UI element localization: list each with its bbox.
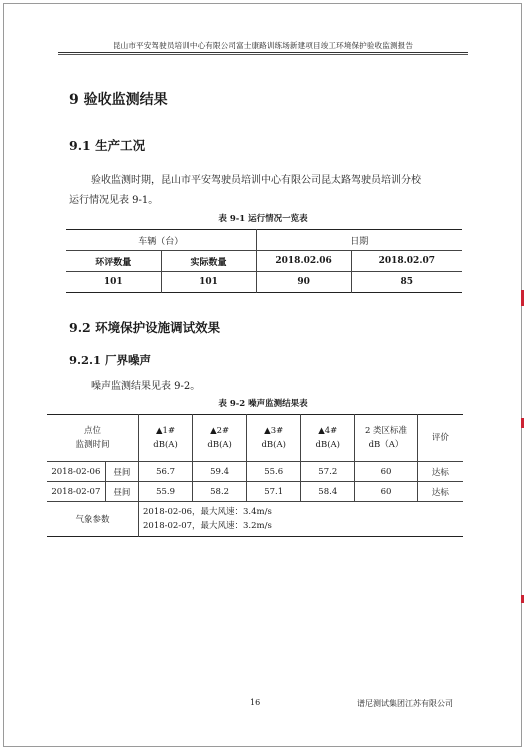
col-actual-count: 实际数量 [161,251,256,272]
table-caption-9-2: 表 9-2 噪声监测结果表 [218,399,308,409]
point-3-name: ▲3# [264,426,284,436]
row-period: 昼间 [105,462,138,482]
standard-header [355,415,417,462]
point-2-unit: dB(A) [207,440,232,450]
table-row-weather [47,502,463,537]
row-standard: 60 [355,482,417,502]
standard-unit: dB（A） [368,440,404,450]
subsection-heading-9-1: 9.1 生产工况 [69,138,146,153]
row-eval: 达标 [417,462,463,482]
point-1-unit: dB(A) [153,440,178,450]
weather-label: 气象参数 [47,502,139,537]
row-eval: 达标 [417,482,463,502]
table-row [66,272,462,293]
standard-name: 2 类区标准 [364,426,408,436]
group-vehicles-header: 车辆（台） [66,230,256,251]
edge-mark [521,290,524,306]
eval-header: 评价 [417,415,463,462]
cell-date-1: 90 [256,272,351,293]
row-value-4: 58.4 [301,482,355,502]
paragraph-line-2: 运行情况见表 9-1。 [69,195,159,206]
col-date-1: 2018.02.06 [256,251,351,272]
subsection-heading-9-2: 9.2 环境保护设施调试效果 [69,320,221,335]
row-value-2: 58.2 [193,482,247,502]
row-value-3: 55.6 [247,462,301,482]
cell-eval: 101 [66,272,161,293]
noise-table [47,414,463,537]
subsection-heading-9-2-1: 9.2.1 厂界噪声 [69,353,152,367]
table-caption-9-1: 表 9-1 运行情况一览表 [218,214,308,224]
point-4-unit: dB(A) [315,440,340,450]
point-2-header [193,415,247,462]
page-number: 16 [250,698,261,707]
paragraph-line-1: 验收监测时期，昆山市平安驾驶员培训中心有限公司昆太路驾驶员培训分校 [91,175,421,186]
running-header: 昆山市平安驾驶员培训中心有限公司富士康路训练场新建项目竣工环境保护验收监测报告 [112,41,414,50]
paragraph-noise: 噪声监测结果见表 9-2。 [91,381,201,392]
point-1-name: ▲1# [156,426,176,436]
row-value-1: 55.9 [139,482,193,502]
point-2-name: ▲2# [210,426,230,436]
point-4-name: ▲4# [318,426,338,436]
section-heading: 9 验收监测结果 [69,92,168,108]
page-frame [3,3,522,747]
point-3-unit: dB(A) [261,440,286,450]
point-4-header [301,415,355,462]
row-value-3: 57.1 [247,482,301,502]
group-date-header: 日期 [256,230,462,251]
edge-mark [521,418,524,428]
corner-point-label: 点位 [83,426,101,436]
footer-organization: 谱尼测试集团江苏有限公司 [357,699,453,708]
row-date: 2018-02-06 [47,462,105,482]
header-rule-thin [58,54,468,55]
point-1-header [139,415,193,462]
col-eval-count: 环评数量 [66,251,161,272]
operation-table [66,229,462,293]
cell-date-2: 85 [351,272,462,293]
header-rule [58,52,468,53]
row-value-1: 56.7 [139,462,193,482]
table-row [47,482,463,502]
weather-line-1: 2018-02-06，最大风速：3.4m/s [143,507,272,517]
row-date: 2018-02-07 [47,482,105,502]
weather-line-2: 2018-02-07，最大风速：3.2m/s [143,521,272,531]
row-period: 昼间 [105,482,138,502]
cell-actual: 101 [161,272,256,293]
row-standard: 60 [355,462,417,482]
table-row [47,462,463,482]
row-value-4: 57.2 [301,462,355,482]
col-date-2: 2018.02.07 [351,251,462,272]
corner-time-label: 监测时间 [75,440,110,450]
weather-values [139,502,464,537]
point-3-header [247,415,301,462]
row-value-2: 59.4 [193,462,247,482]
edge-mark [521,595,524,603]
corner-header [47,415,139,462]
